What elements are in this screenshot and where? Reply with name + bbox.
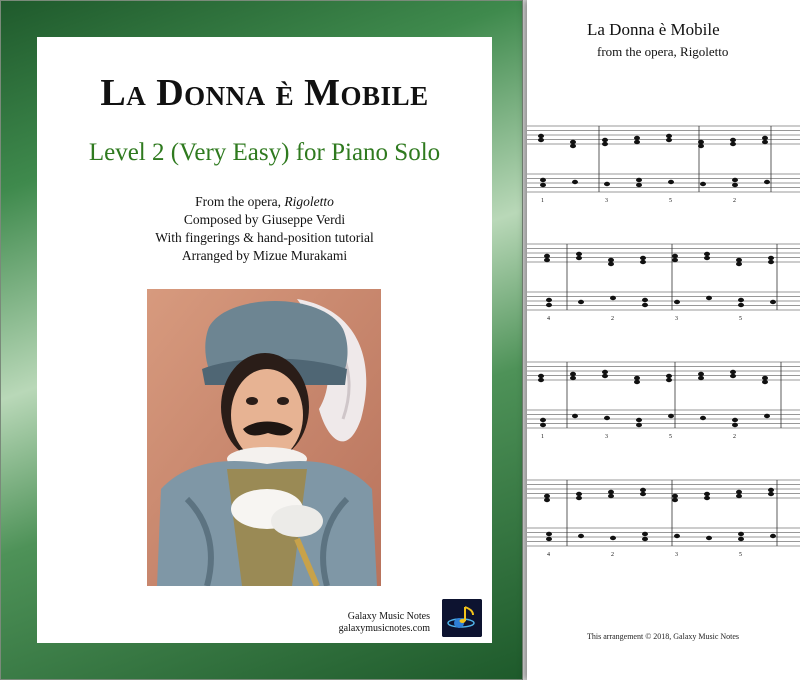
note-head [672, 498, 678, 502]
note-head [642, 537, 648, 541]
note-head [570, 376, 576, 380]
note-head [674, 534, 680, 538]
note-head [732, 418, 738, 422]
note-head [706, 536, 712, 540]
note-head [636, 178, 642, 182]
note-head [540, 423, 546, 427]
opera-name: Rigoletto [284, 194, 334, 209]
note-head [602, 370, 608, 374]
note-head [666, 378, 672, 382]
fingering-number: 3 [605, 434, 608, 440]
sheet-title: La Donna è Mobile [587, 20, 720, 39]
note-head [672, 254, 678, 258]
note-head [570, 144, 576, 148]
fingering-number: 5 [739, 552, 742, 558]
tenor-portrait-image [147, 289, 381, 586]
note-head [666, 374, 672, 378]
note-head [700, 416, 706, 420]
note-head [736, 258, 742, 262]
note-head [538, 134, 544, 138]
note-head [608, 258, 614, 262]
fingering-number: 4 [547, 316, 550, 322]
note-head [762, 136, 768, 140]
note-head [636, 183, 642, 187]
note-head [576, 256, 582, 260]
note-head [672, 258, 678, 262]
note-head [640, 488, 646, 492]
fingering-number: 2 [733, 198, 736, 204]
note-head [768, 488, 774, 492]
note-head [764, 180, 770, 184]
note-head [704, 252, 710, 256]
note-head [608, 262, 614, 266]
note-head [704, 496, 710, 500]
note-head [768, 256, 774, 260]
note-head [540, 418, 546, 422]
note-head [610, 296, 616, 300]
note-head [732, 183, 738, 187]
note-head [666, 138, 672, 142]
note-head [572, 180, 578, 184]
fingering-number: 5 [669, 434, 672, 440]
note-head [578, 534, 584, 538]
note-head [640, 256, 646, 260]
note-head [738, 303, 744, 307]
note-head [544, 498, 550, 502]
note-head [578, 300, 584, 304]
cover-subtitle: Level 2 (Very Easy) for Piano Solo [88, 139, 441, 166]
note-head [642, 298, 648, 302]
fingering-number: 2 [611, 316, 614, 322]
note-head [636, 423, 642, 427]
note-head [736, 494, 742, 498]
note-head [668, 180, 674, 184]
fingering-number: 5 [669, 198, 672, 204]
credit-arranger: Arranged by Mizue Murakami [181, 248, 348, 263]
note-head [604, 182, 610, 186]
note-head [602, 138, 608, 142]
galaxy-note-logo-icon [442, 599, 482, 637]
credit-tutorial: With fingerings & hand-position tutorial [155, 230, 374, 245]
note-head [546, 537, 552, 541]
note-head [762, 380, 768, 384]
note-head [608, 490, 614, 494]
note-head [538, 138, 544, 142]
publisher-url[interactable]: galaxymusicnotes.com [338, 623, 430, 634]
fingering-number: 1 [541, 198, 544, 204]
publisher-name: Galaxy Music Notes [347, 611, 430, 622]
note-head [762, 376, 768, 380]
note-head [610, 536, 616, 540]
note-head [544, 254, 550, 258]
note-head [576, 492, 582, 496]
note-head [704, 492, 710, 496]
note-head [608, 494, 614, 498]
note-head [668, 414, 674, 418]
note-head [666, 134, 672, 138]
note-head [730, 374, 736, 378]
note-head [604, 416, 610, 420]
sheet-music-page [527, 0, 800, 680]
note-head [642, 532, 648, 536]
note-head [770, 534, 776, 538]
credit-opera: From the opera, Rigoletto [195, 194, 334, 209]
note-head [570, 372, 576, 376]
note-head [768, 492, 774, 496]
note-head [636, 418, 642, 422]
cover-title: La Donna è Mobile [100, 72, 429, 114]
fingering-number: 2 [733, 434, 736, 440]
fingering-number: 3 [675, 552, 678, 558]
publisher-credit [339, 611, 430, 635]
note-head [602, 374, 608, 378]
fingering-number: 2 [611, 552, 614, 558]
sheet-music-staves [527, 0, 800, 680]
fingering-number: 4 [547, 552, 550, 558]
note-head [546, 303, 552, 307]
note-head [546, 532, 552, 536]
note-head [640, 492, 646, 496]
note-head [544, 494, 550, 498]
note-head [770, 300, 776, 304]
note-head [700, 182, 706, 186]
copyright-notice: This arrangement © 2018, Galaxy Music Notes [587, 632, 740, 641]
note-head [732, 178, 738, 182]
note-head [698, 144, 704, 148]
note-head [738, 537, 744, 541]
note-head [640, 260, 646, 264]
note-head [576, 252, 582, 256]
note-head [602, 142, 608, 146]
note-head [768, 260, 774, 264]
note-head [540, 183, 546, 187]
note-head [738, 298, 744, 302]
note-head [736, 490, 742, 494]
note-head [538, 378, 544, 382]
note-head [698, 372, 704, 376]
cover-panel [37, 37, 492, 643]
fingering-number: 3 [605, 198, 608, 204]
note-head [736, 262, 742, 266]
note-head [634, 380, 640, 384]
note-head [732, 423, 738, 427]
note-head [642, 303, 648, 307]
note-head [698, 376, 704, 380]
sheet-subtitle: from the opera, Rigoletto [597, 44, 729, 59]
note-head [576, 496, 582, 500]
note-head [538, 374, 544, 378]
note-head [544, 258, 550, 262]
note-head [634, 140, 640, 144]
note-head [738, 532, 744, 536]
fingering-number: 5 [739, 316, 742, 322]
note-head [634, 136, 640, 140]
note-head [672, 494, 678, 498]
fingering-number: 1 [541, 434, 544, 440]
note-head [730, 370, 736, 374]
fingering-number: 3 [675, 316, 678, 322]
credit-composer: Composed by Giuseppe Verdi [183, 212, 346, 227]
credits-block [37, 193, 492, 265]
note-head [570, 140, 576, 144]
note-head [634, 376, 640, 380]
note-head [706, 296, 712, 300]
note-head [762, 140, 768, 144]
note-head [704, 256, 710, 260]
note-head [730, 138, 736, 142]
note-head [764, 414, 770, 418]
note-head [698, 140, 704, 144]
note-head [730, 142, 736, 146]
note-head [674, 300, 680, 304]
note-head [572, 414, 578, 418]
note-head [540, 178, 546, 182]
note-head [546, 298, 552, 302]
